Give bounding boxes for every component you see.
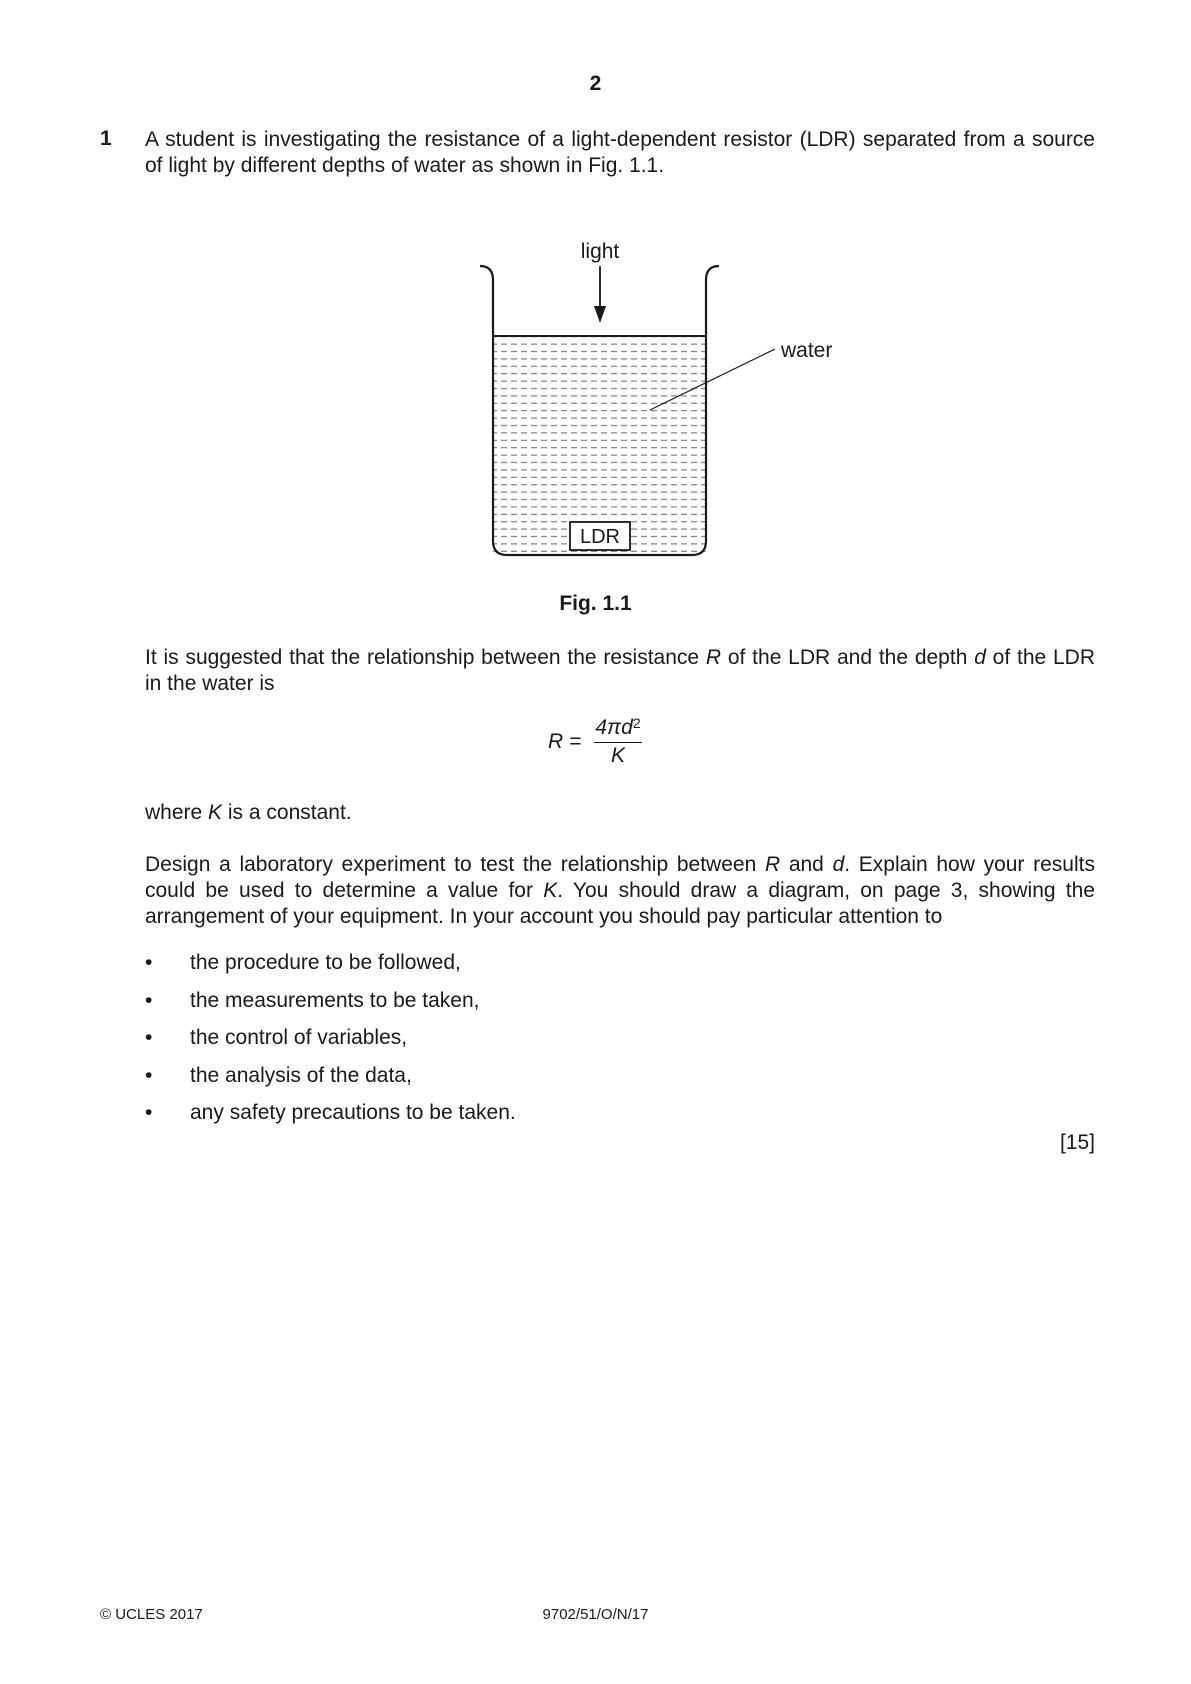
bullet-icon: • — [145, 988, 153, 1012]
marks-allocation: [15] — [1059, 1131, 1095, 1154]
formula-denominator: K — [610, 744, 625, 767]
question-intro: A student is investigating the resistance of a light-dependent resistor (LDR) separated from a source of light by different depths of water as shown in Fig. 1.1. — [145, 128, 1095, 177]
bullet-icon: • — [145, 1026, 153, 1049]
list-item: • the procedure to be followed, — [145, 951, 461, 974]
figure-caption: Fig. 1.1 — [559, 592, 632, 615]
list-item: • the measurements to be taken, — [145, 988, 480, 1012]
light-label: light — [580, 240, 620, 263]
light-arrow-head — [594, 306, 606, 323]
design-instructions: Design a laboratory experiment to test the relationship between R and d. Explain how your results could be used to determine a value for K. You should draw a diagram, on page 3, showing the arrangement of your equipment. In your account you should pay particular attention to — [145, 853, 1095, 928]
figure-1-1 — [0, 0, 1191, 600]
page-number: 2 — [589, 72, 602, 95]
water-fill — [493, 337, 706, 553]
relationship-text: It is suggested that the relationship between the resistance R of the LDR and the depth d of the LDR in the water is — [145, 646, 1095, 695]
question-number: 1 — [100, 127, 112, 150]
formula-lhs: R = — [548, 730, 582, 753]
bullet-icon: • — [145, 1101, 153, 1124]
where-text: where K is a constant. — [145, 801, 352, 824]
bullet-icon: • — [145, 951, 153, 974]
list-item: • any safety precautions to be taken. — [145, 1101, 516, 1124]
formula-numerator: $4\pi d^2$ — [595, 715, 641, 739]
formula — [548, 716, 698, 772]
ldr-label: LDR — [579, 526, 621, 548]
bullet-list — [145, 950, 516, 1138]
list-item: • the control of variables, — [145, 1026, 408, 1049]
water-label: water — [781, 339, 833, 362]
list-item: • the analysis of the data, — [145, 1063, 412, 1087]
formula-fraction — [594, 716, 642, 769]
footer-copyright: © UCLES 2017 — [100, 1606, 203, 1623]
bullet-icon: • — [145, 1063, 153, 1087]
footer-code: 9702/51/O/N/17 — [542, 1606, 649, 1623]
